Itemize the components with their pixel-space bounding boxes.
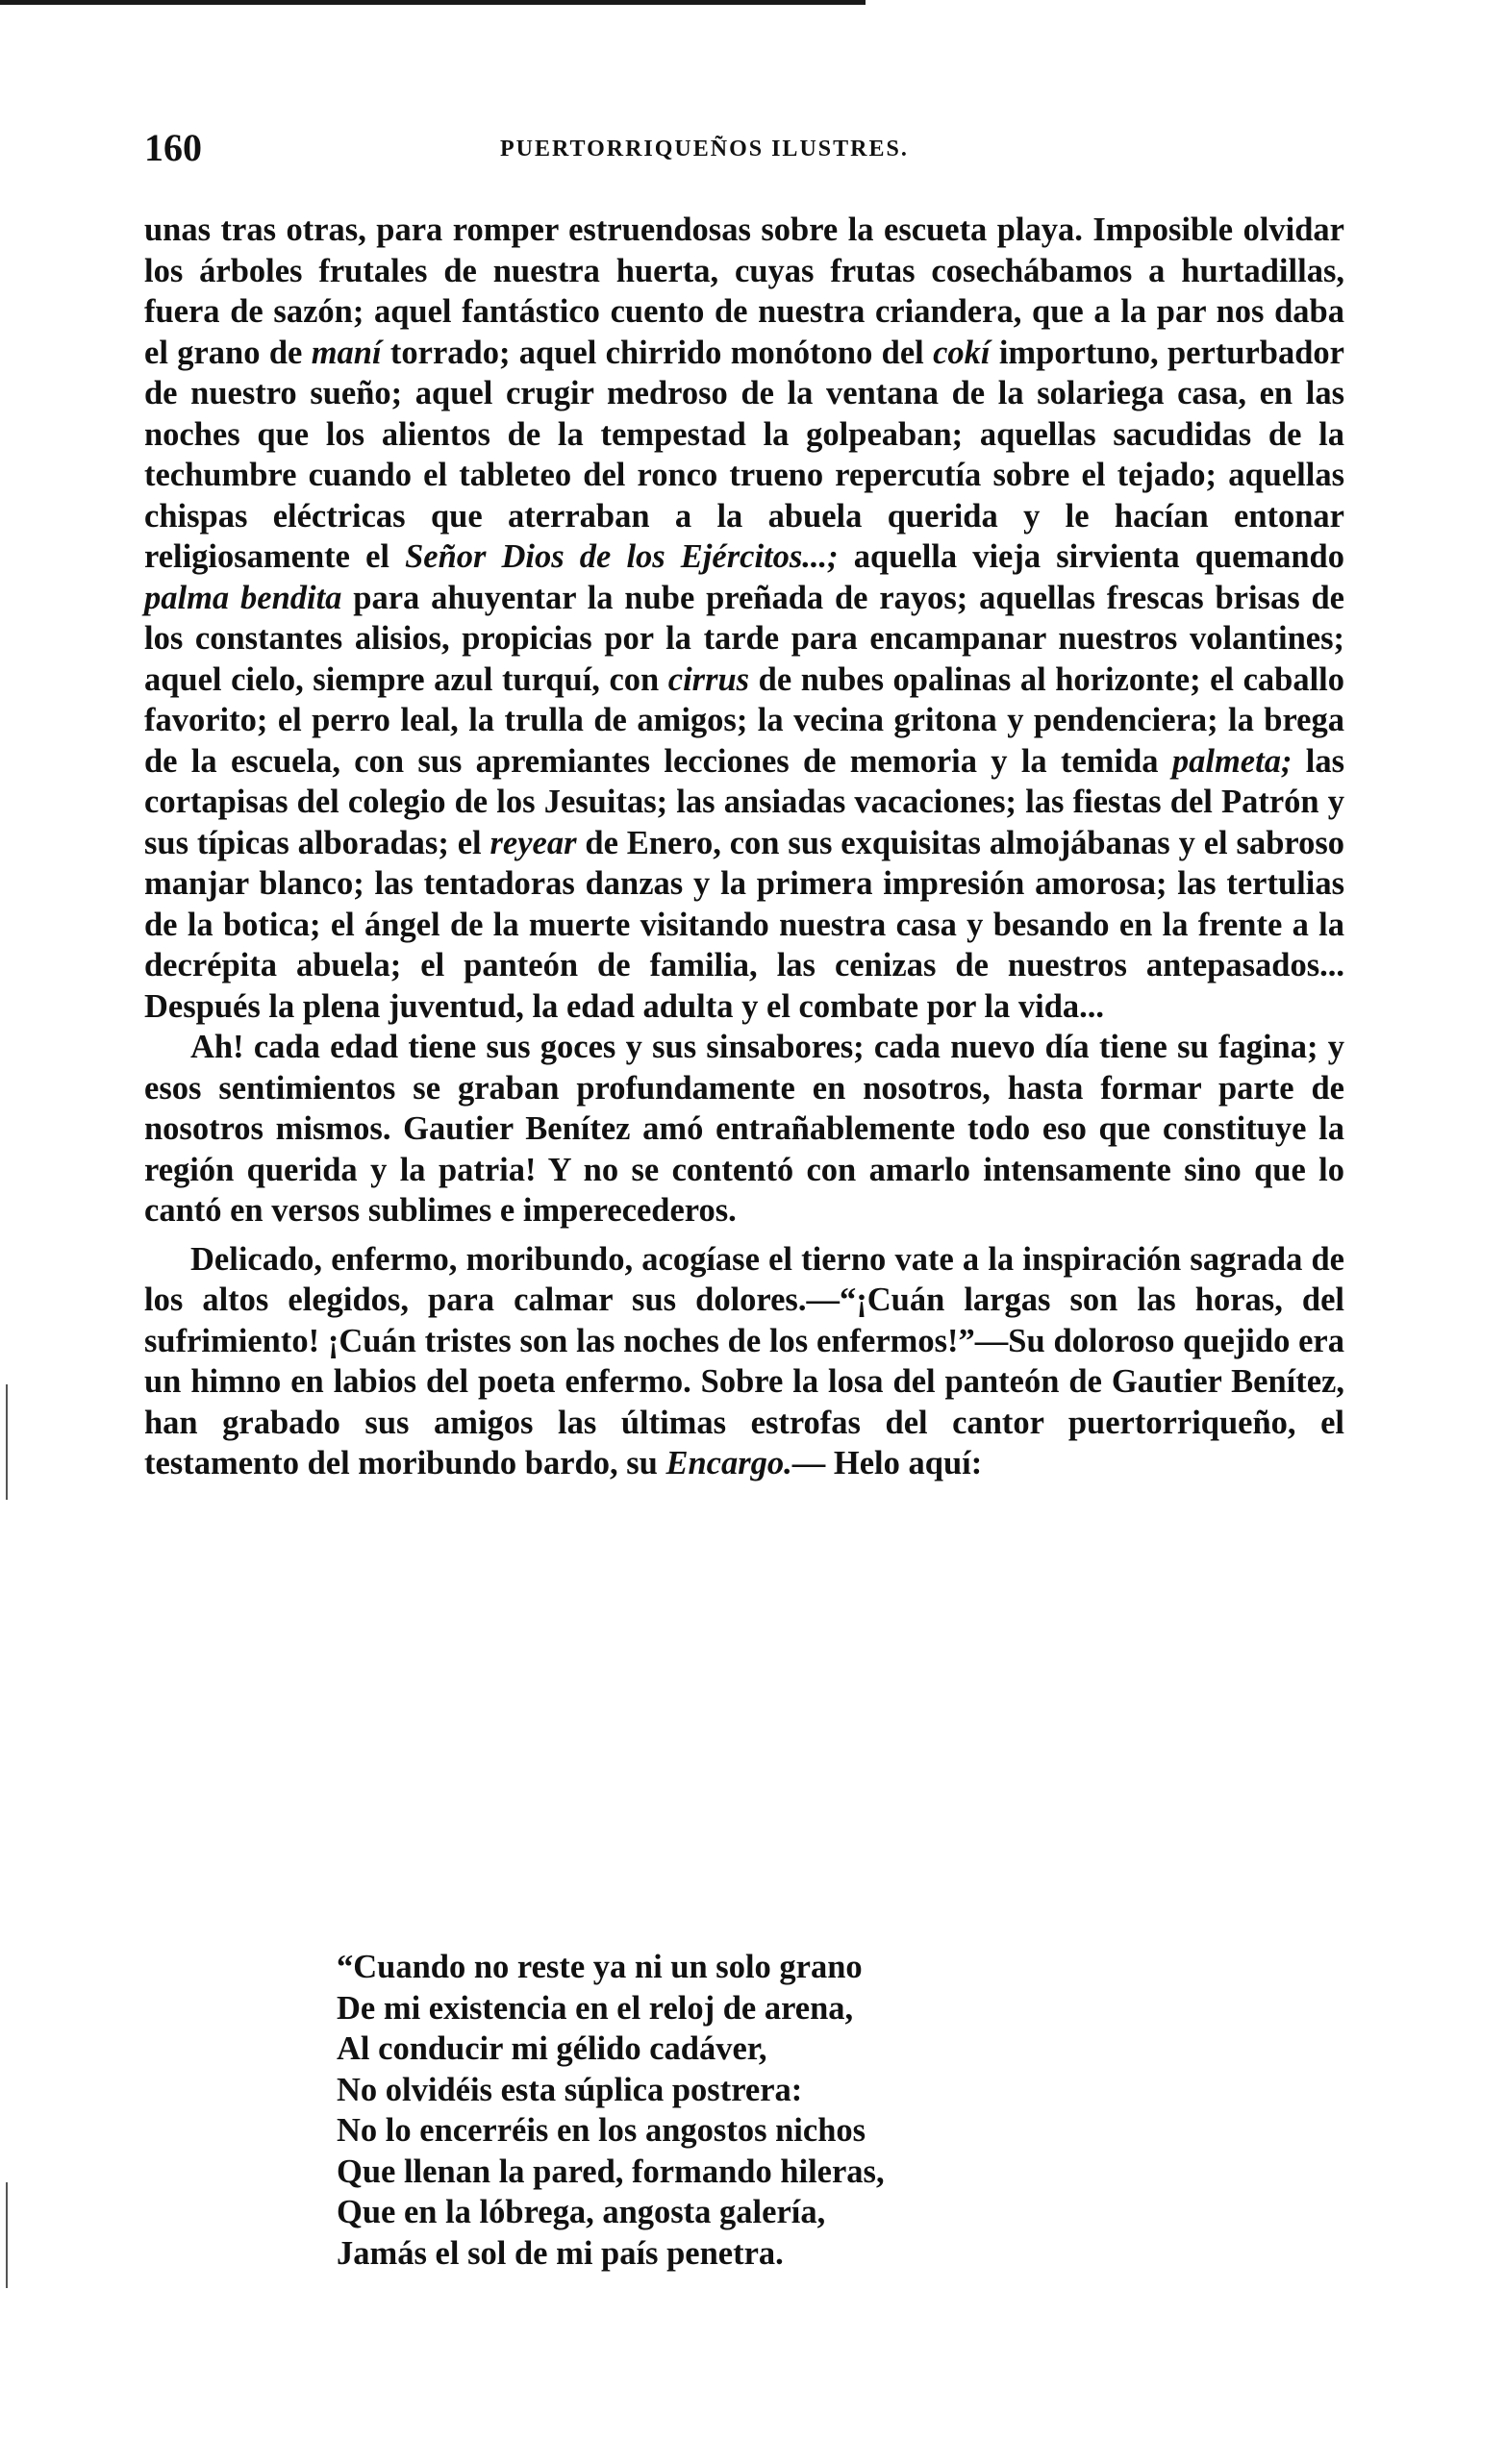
italic-phrase: reyear [489,824,577,861]
text-run: de Enero, con sus exquisitas almojábanas y el sabroso manjar blanco; las tentadoras danzas y la primera impresión amorosa; las tertulias de la botica; el ángel de la muerte visitando nuestra casa y besando en la frente a la decrépita abuela; el panteón de familia, las cenizas de nuestros antepasados... Después la plena juventud, la edad adulta y el combate por la vida... [144,824,1344,1025]
text-run: unas tras otras, para romper estruendosas sobre la escueta playa. Imposible olvidar los árboles frutales de nuestra huerta, cuyas frutas cosechábamos a hurtadillas, fuera de sazón; aquel fantástico cuento de nuestra criandera, que a la par nos daba el grano de [144,212,1344,371]
body-text [144,210,1344,1484]
text-run: Ah! cada edad tiene sus goces y sus sinsabores; cada nuevo día tiene su fagina; y esos sentimientos se graban profundamente en nosotros, hasta formar parte de nosotros mismos. Gautier Benítez amó entrañablemente todo eso que constituye la región querida y la patria! Y no se contentó con amarlo intensamente sino que lo cantó en versos sublimes e imperecederos. [144,1029,1344,1229]
italic-phrase: maní [311,334,382,371]
poem-line: Que en la lóbrega, angosta galería, [337,2194,826,2230]
poem-stanza [337,1947,1298,2274]
text-run: importuno, perturbador de nuestro sueño; aquel crugir medroso de la ventana de la solariega casa, en las noches que los alientos de la tempestad la golpeaban; aquellas sacudidas de la techumbre cuando el tableteo del ronco trueno repercutía sobre el tejado; aquellas chispas eléctricas que aterraban a la abuela querida y le hacían entonar religiosamente el [144,334,1344,575]
text-run: las cortapisas del colegio de los Jesuitas; las ansiadas vacaciones; las fiestas del Patrón y sus típicas alboradas; el [144,742,1345,861]
running-title: PUERTORRIQUEÑOS ILUSTRES. [500,137,909,162]
poem-line: Jamás el sol de mi país penetra. [337,2234,784,2272]
text-run: — Helo aquí: [791,1445,983,1481]
poem-line: Al conducir mi gélido cadáver, [337,2030,767,2067]
text-run: torrado; aquel chirrido monótono del [381,334,934,371]
paragraph [144,1027,1344,1232]
book-page [144,0,1346,2464]
italic-phrase: palmeta; [1171,742,1293,780]
paragraph [144,1239,1344,1484]
page-number: 160 [144,126,202,169]
text-run: de nubes opalinas al horizonte; el caballo favorito; el perro leal, la trulla de amigos; la vecina gritona y pendenciera; la brega de la escuela, con sus apremiantes lecciones de memoria y la temida [144,660,1344,780]
poem-line: No olvidéis esta súplica postrera: [337,2071,803,2108]
poem-line: “Cuando no reste ya ni un solo grano [337,1949,863,1985]
margin-scan-mark [6,1384,8,1500]
text-run: Delicado, enfermo, moribundo, acogíase el tierno vate a la inspiración sagrada de los altos elegidos, para calmar sus dolores.—“¡Cuán largas son las horas, del sufrimiento! ¡Cuán tristes son las noches de los enfermos!”—Su doloroso quejido era un himno en labios del poeta enfermo. Sobre la losa del panteón de Gautier Benítez, han grabado sus amigos las últimas estrofas del cantor puertorriqueño, el testamento del moribundo bardo, su [144,1240,1344,1481]
italic-phrase: cirrus [667,660,750,698]
italic-phrase: cokí [933,334,991,371]
italic-phrase: Encargo. [665,1445,792,1481]
paragraph [144,210,1344,1027]
poem-line: De mi existencia en el reloj de arena, [337,1989,854,2027]
italic-phrase: palma bendita [144,579,342,616]
italic-phrase: Señor Dios de los Ejércitos...; [405,538,839,575]
poem-line: Que llenan la pared, formando hileras, [337,2153,885,2190]
margin-scan-mark [6,2182,8,2288]
page-header [144,125,1346,183]
text-run: para ahuyentar la nube preñada de rayos; aquellas frescas brisas de los constantes alisios, propicias por la tarde para encampanar nuestros volantines; aquel cielo, siempre azul turquí, con [144,579,1344,698]
text-run: aquella vieja sirvienta quemando [838,538,1344,575]
poem-line: No lo encerréis en los angostos nichos [337,2112,866,2149]
